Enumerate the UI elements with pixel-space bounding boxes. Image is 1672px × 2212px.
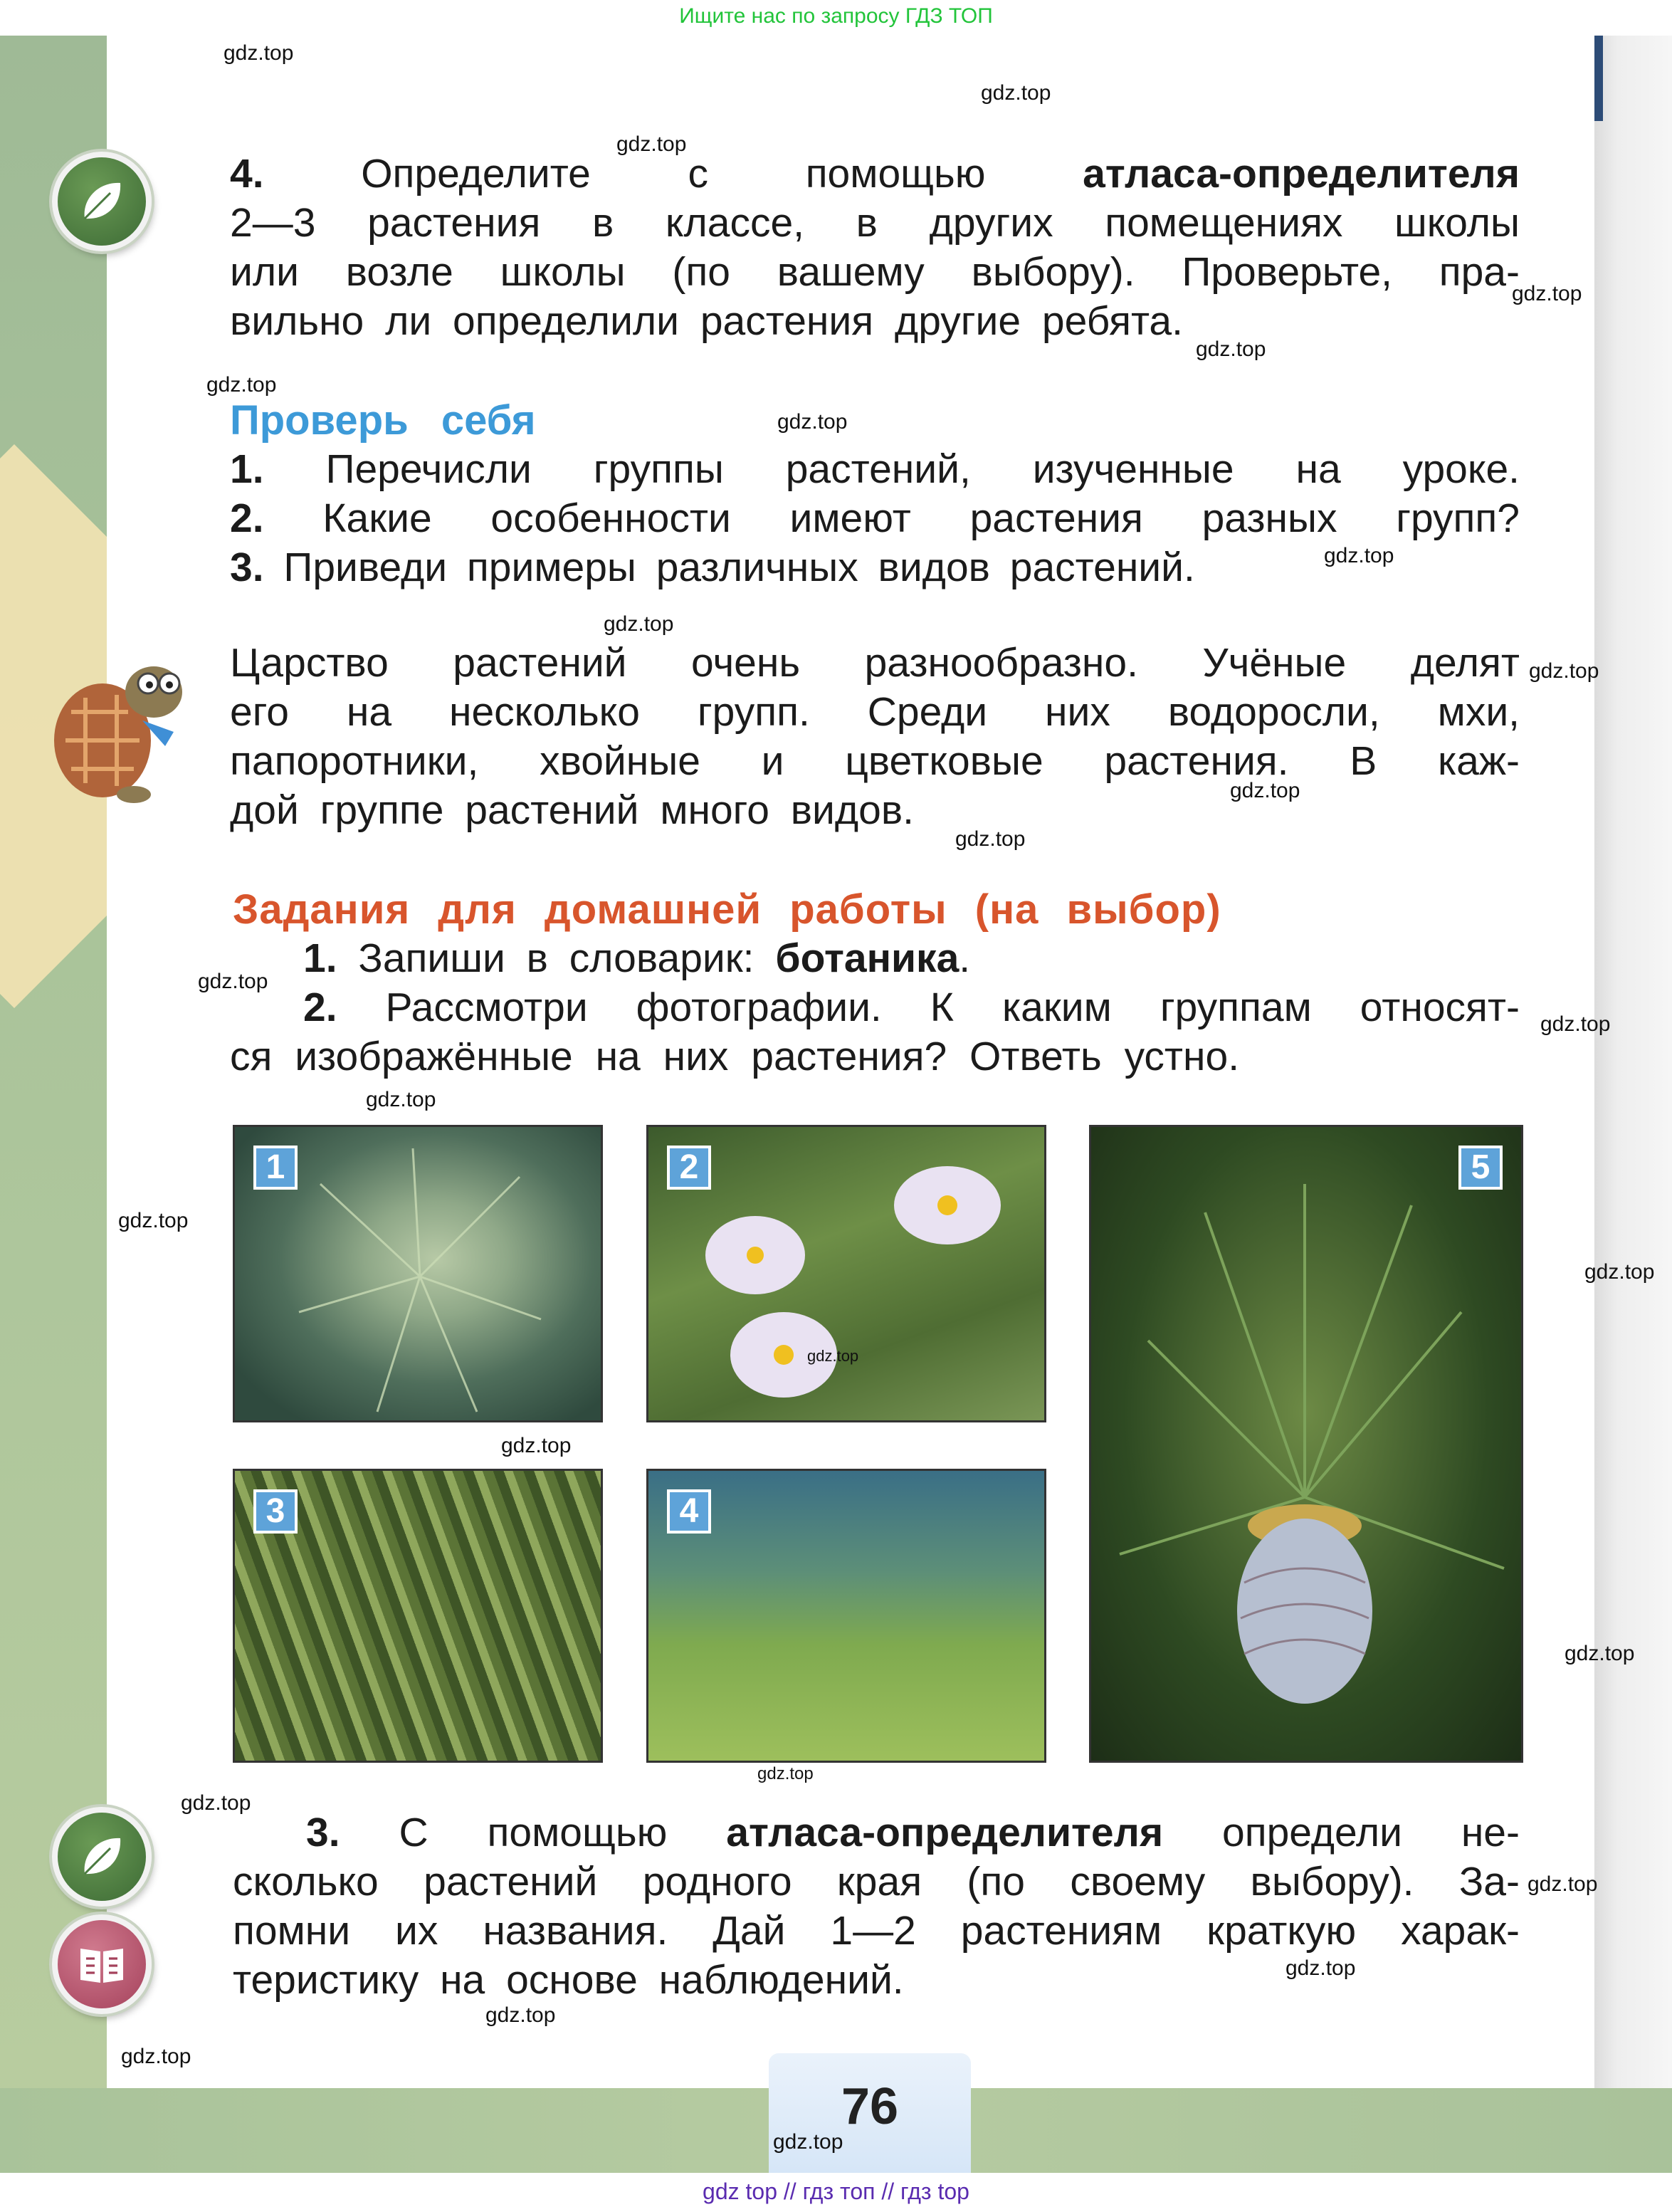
watermark: gdz.top xyxy=(198,970,268,993)
homework-section xyxy=(230,885,1520,1081)
watermark: gdz.top xyxy=(616,132,687,156)
item-number: 1. xyxy=(230,446,264,492)
summary-line: его на несколько групп. Среди них водоросли, мхи, xyxy=(230,689,1520,735)
watermark: gdz.top xyxy=(1324,544,1394,567)
punctuation: . xyxy=(959,935,971,981)
watermark: gdz.top xyxy=(1529,659,1599,683)
turtle-mascot-icon xyxy=(43,641,199,815)
task-text: сколько растений родного края (по своему выбору). За- xyxy=(233,1859,1520,1904)
page-number: 76 xyxy=(769,2053,971,2173)
watermark: gdz.top xyxy=(777,410,848,434)
task-text: ся изображённые на них растения? Ответь устно. xyxy=(230,1034,1240,1079)
section-title: Проверь себя xyxy=(230,397,536,444)
task-text: Рассмотри фотографии. К каким группам относят- xyxy=(385,985,1520,1030)
photo-moss xyxy=(233,1469,603,1763)
watermark: gdz.top xyxy=(1540,1012,1611,1036)
leaf-icon xyxy=(52,152,152,251)
watermark: gdz.top xyxy=(1528,1872,1598,1896)
book-icon xyxy=(52,1914,152,2014)
summary-line: папоротники, хвойные и цветковые растения. В каж- xyxy=(230,738,1520,784)
item-number: 3. xyxy=(306,1810,340,1855)
summary-line: Царство растений очень разнообразно. Учёные делят xyxy=(230,640,1520,686)
task-bold-term: атласа-определителя xyxy=(726,1810,1164,1855)
watermark: gdz.top xyxy=(206,373,277,397)
watermark: gdz.top xyxy=(604,612,674,636)
watermark: gdz.top xyxy=(1196,337,1266,361)
watermark: gdz.top xyxy=(118,1209,189,1232)
page-edge xyxy=(1594,36,1672,2088)
watermark: gdz.top xyxy=(757,1764,814,1783)
task-text: вильно ли определили растения другие ребята. xyxy=(230,298,1183,344)
left-decor-strip xyxy=(0,36,107,2088)
item-number: 3. xyxy=(230,545,264,590)
watermark: gdz.top xyxy=(981,81,1051,105)
summary-line: дой группе растений много видов. xyxy=(230,787,914,833)
item-number: 2. xyxy=(303,985,337,1030)
photo-horsetail xyxy=(646,1469,1046,1763)
leaf-icon xyxy=(52,1807,152,1907)
photo-number-badge: 5 xyxy=(1458,1146,1503,1190)
task-text: определи не- xyxy=(1222,1810,1520,1855)
task-text: помни их названия. Дай 1—2 растениям краткую харак- xyxy=(233,1908,1520,1954)
watermark: gdz.top xyxy=(224,41,294,65)
watermark: gdz.top xyxy=(773,2130,843,2154)
watermark: gdz.top xyxy=(485,2003,556,2027)
watermark: gdz.top xyxy=(121,2045,191,2068)
watermark: gdz.top xyxy=(807,1347,859,1365)
task-number: 4. xyxy=(230,151,264,196)
watermark: gdz.top xyxy=(1285,1956,1356,1980)
watermark: gdz.top xyxy=(955,827,1026,851)
task-text: С помощью xyxy=(399,1810,668,1855)
photo-number-badge: 4 xyxy=(667,1489,711,1534)
photo-number-badge: 3 xyxy=(253,1489,298,1534)
photo-number-badge: 1 xyxy=(253,1146,298,1190)
task-bold-term: атласа-определителя xyxy=(1083,151,1520,196)
search-banner[interactable]: Ищите нас по запросу ГДЗ ТОП xyxy=(0,0,1672,36)
watermark: gdz.top xyxy=(1584,1260,1655,1284)
question-text: Какие особенности имеют растения разных групп? xyxy=(322,496,1520,541)
task-4 xyxy=(230,150,1520,346)
summary-paragraph xyxy=(230,639,1520,835)
task-text: или возле школы (по вашему выбору). Проверьте, пра- xyxy=(230,249,1520,295)
photo-number-badge: 2 xyxy=(667,1146,711,1190)
section-title: Задания для домашней работы (на выбор) xyxy=(233,886,1221,933)
item-number: 2. xyxy=(230,496,264,541)
task-text: Определите с помощью xyxy=(361,151,986,196)
watermark: gdz.top xyxy=(181,1791,251,1815)
photo-fern xyxy=(233,1125,603,1422)
watermark: gdz.top xyxy=(1230,779,1300,802)
task-bold-term: ботаника xyxy=(775,935,959,981)
watermark: gdz.top xyxy=(1512,282,1582,305)
watermark: gdz.top xyxy=(366,1088,436,1111)
photo-pine-cone xyxy=(1089,1125,1523,1763)
task-text: 2—3 растения в классе, в других помещениях школы xyxy=(230,200,1520,246)
footer-link[interactable]: gdz top // гдз топ // гдз top xyxy=(0,2173,1672,2212)
question-text: Приведи примеры различных видов растений. xyxy=(283,545,1195,590)
watermark: gdz.top xyxy=(1565,1642,1635,1665)
item-number: 1. xyxy=(303,935,337,981)
photo-cosmos-flowers xyxy=(646,1125,1046,1422)
task-text: теристику на основе наблюдений. xyxy=(233,1957,904,2003)
question-text: Перечисли группы растений, изученные на уроке. xyxy=(325,446,1520,492)
watermark: gdz.top xyxy=(501,1434,572,1457)
task-text: Запиши в словарик: xyxy=(358,935,754,981)
